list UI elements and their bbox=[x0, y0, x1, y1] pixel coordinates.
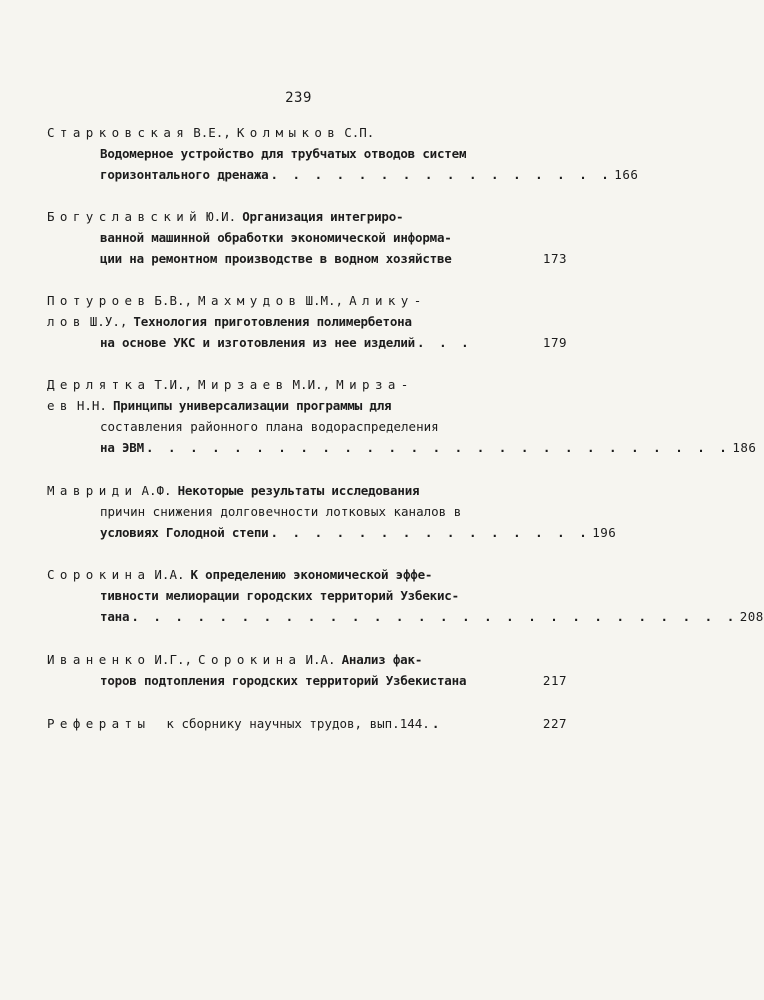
dot-leader: . . . . . . . . . . . . . . . . bbox=[270, 167, 613, 182]
entry-title: К определению экономической эффе- bbox=[190, 567, 433, 582]
author-initials: С.П. bbox=[344, 125, 375, 140]
toc-entry bbox=[47, 564, 764, 627]
entry-line bbox=[47, 437, 757, 458]
toc-entry bbox=[47, 713, 567, 734]
entry-title: Анализ фак- bbox=[341, 652, 423, 667]
dot-leader: . . . . . . . . . . . . . . . . . . . . . . . . . . . bbox=[145, 440, 731, 455]
entry-title: составления районного плана водораспределения bbox=[100, 419, 439, 434]
entry-title: Организация интегриро- bbox=[242, 209, 404, 224]
entry-line bbox=[47, 206, 567, 227]
author-name: Колмыков bbox=[236, 125, 341, 140]
author-name: Алику- bbox=[349, 293, 427, 308]
dot-leader: . . . . . . . . . . . . . . . . . . . . . . . . . . . . bbox=[131, 609, 738, 624]
entry-line bbox=[47, 248, 567, 269]
author-name: Богуславский bbox=[47, 209, 203, 224]
author-name: Мавриди bbox=[47, 483, 138, 498]
entry-page-number: 166 bbox=[614, 167, 639, 182]
toc-entry bbox=[47, 290, 567, 353]
entry-page-number: 179 bbox=[542, 335, 567, 350]
author-initials: И.Г., bbox=[154, 652, 193, 667]
entry-title: тана bbox=[100, 609, 130, 624]
toc-entry bbox=[47, 374, 757, 458]
entry-title: Принципы универсализации программы для bbox=[112, 398, 392, 413]
entry-title: к сборнику научных трудов, вып.144. bbox=[166, 716, 430, 731]
entry-title: Некоторые результаты исследования bbox=[177, 483, 420, 498]
entry-line bbox=[47, 395, 567, 416]
author-initials: А.Ф. bbox=[141, 483, 172, 498]
author-name: Рефераты bbox=[47, 716, 151, 731]
entry-line bbox=[47, 564, 567, 585]
author-name: Сорокина bbox=[198, 652, 302, 667]
page-number: 239 bbox=[285, 90, 312, 106]
entry-page-number: 217 bbox=[542, 673, 567, 688]
entry-title: горизонтального дренажа bbox=[100, 167, 269, 182]
author-name: Старковская bbox=[47, 125, 190, 140]
entry-title: причин снижения долговечности лотковых каналов в bbox=[100, 504, 462, 519]
dot-leader: . bbox=[431, 716, 443, 731]
dot-leader: . . . . . . . . . . . . . . . bbox=[270, 525, 591, 540]
entry-line bbox=[47, 522, 617, 543]
entry-title: Технология приготовления полимербетона bbox=[133, 314, 412, 329]
entry-page-number: 208 bbox=[739, 609, 764, 624]
entry-line bbox=[47, 670, 567, 691]
toc-entry bbox=[47, 206, 567, 269]
entry-line bbox=[47, 606, 764, 627]
author-name: Сорокина bbox=[47, 567, 151, 582]
entry-title: Водомерное устройство для трубчатых отводов систем bbox=[100, 146, 467, 161]
entry-title: торов подтопления городских территорий Узбекистана bbox=[100, 673, 467, 688]
entry-title: на ЭВМ bbox=[100, 440, 144, 455]
author-initials: М.И., bbox=[292, 377, 331, 392]
entry-line bbox=[47, 480, 567, 501]
author-name: Мирза- bbox=[336, 377, 414, 392]
entry-line bbox=[47, 164, 639, 185]
author-initials: Ш.М., bbox=[305, 293, 344, 308]
author-initials: Ш.У., bbox=[89, 314, 128, 329]
author-initials: И.А. bbox=[154, 567, 185, 582]
author-name: Иваненко bbox=[47, 652, 151, 667]
author-name: лов bbox=[47, 314, 86, 329]
entry-page-number: 173 bbox=[542, 251, 567, 266]
entry-title: тивности мелиорации городских территорий Узбекис- bbox=[100, 588, 459, 603]
entry-line bbox=[47, 374, 567, 395]
entry-line bbox=[47, 122, 567, 143]
author-initials: Н.Н. bbox=[76, 398, 107, 413]
author-name: Мирзаев bbox=[198, 377, 289, 392]
entry-line bbox=[47, 649, 567, 670]
dot-leader: . . . bbox=[417, 335, 473, 350]
entry-line bbox=[47, 713, 567, 734]
entry-title: ции на ремонтном производстве в водном хозяйстве bbox=[100, 251, 452, 266]
entry-title: ванной машинной обработки экономической информа- bbox=[100, 230, 452, 245]
entry-line bbox=[47, 290, 567, 311]
author-initials: В.Е., bbox=[193, 125, 231, 140]
entry-line bbox=[47, 585, 567, 606]
entry-title: условиях Голодной степи bbox=[100, 525, 269, 540]
entry-line bbox=[47, 143, 567, 164]
author-initials: Т.И., bbox=[154, 377, 193, 392]
author-name: Потуроев bbox=[47, 293, 151, 308]
entry-line bbox=[47, 501, 567, 522]
entry-page-number: 196 bbox=[592, 525, 617, 540]
entry-line bbox=[47, 332, 567, 353]
entry-line bbox=[47, 311, 567, 332]
entry-line bbox=[47, 416, 567, 437]
author-initials: Б.В., bbox=[154, 293, 193, 308]
author-initials: И.А. bbox=[305, 652, 336, 667]
entry-title: на основе УКС и изготовления из нее изделий bbox=[100, 335, 416, 350]
author-name: ев bbox=[47, 398, 73, 413]
entry-page-number: 227 bbox=[542, 716, 567, 731]
author-name: Махмудов bbox=[198, 293, 302, 308]
toc-entry bbox=[47, 649, 567, 691]
entry-page-number: 186 bbox=[732, 440, 757, 455]
author-initials: Ю.И. bbox=[206, 209, 237, 224]
toc-entry bbox=[47, 480, 617, 543]
author-name: Дерлятка bbox=[47, 377, 151, 392]
toc-entry bbox=[47, 122, 639, 185]
entry-line bbox=[47, 227, 567, 248]
